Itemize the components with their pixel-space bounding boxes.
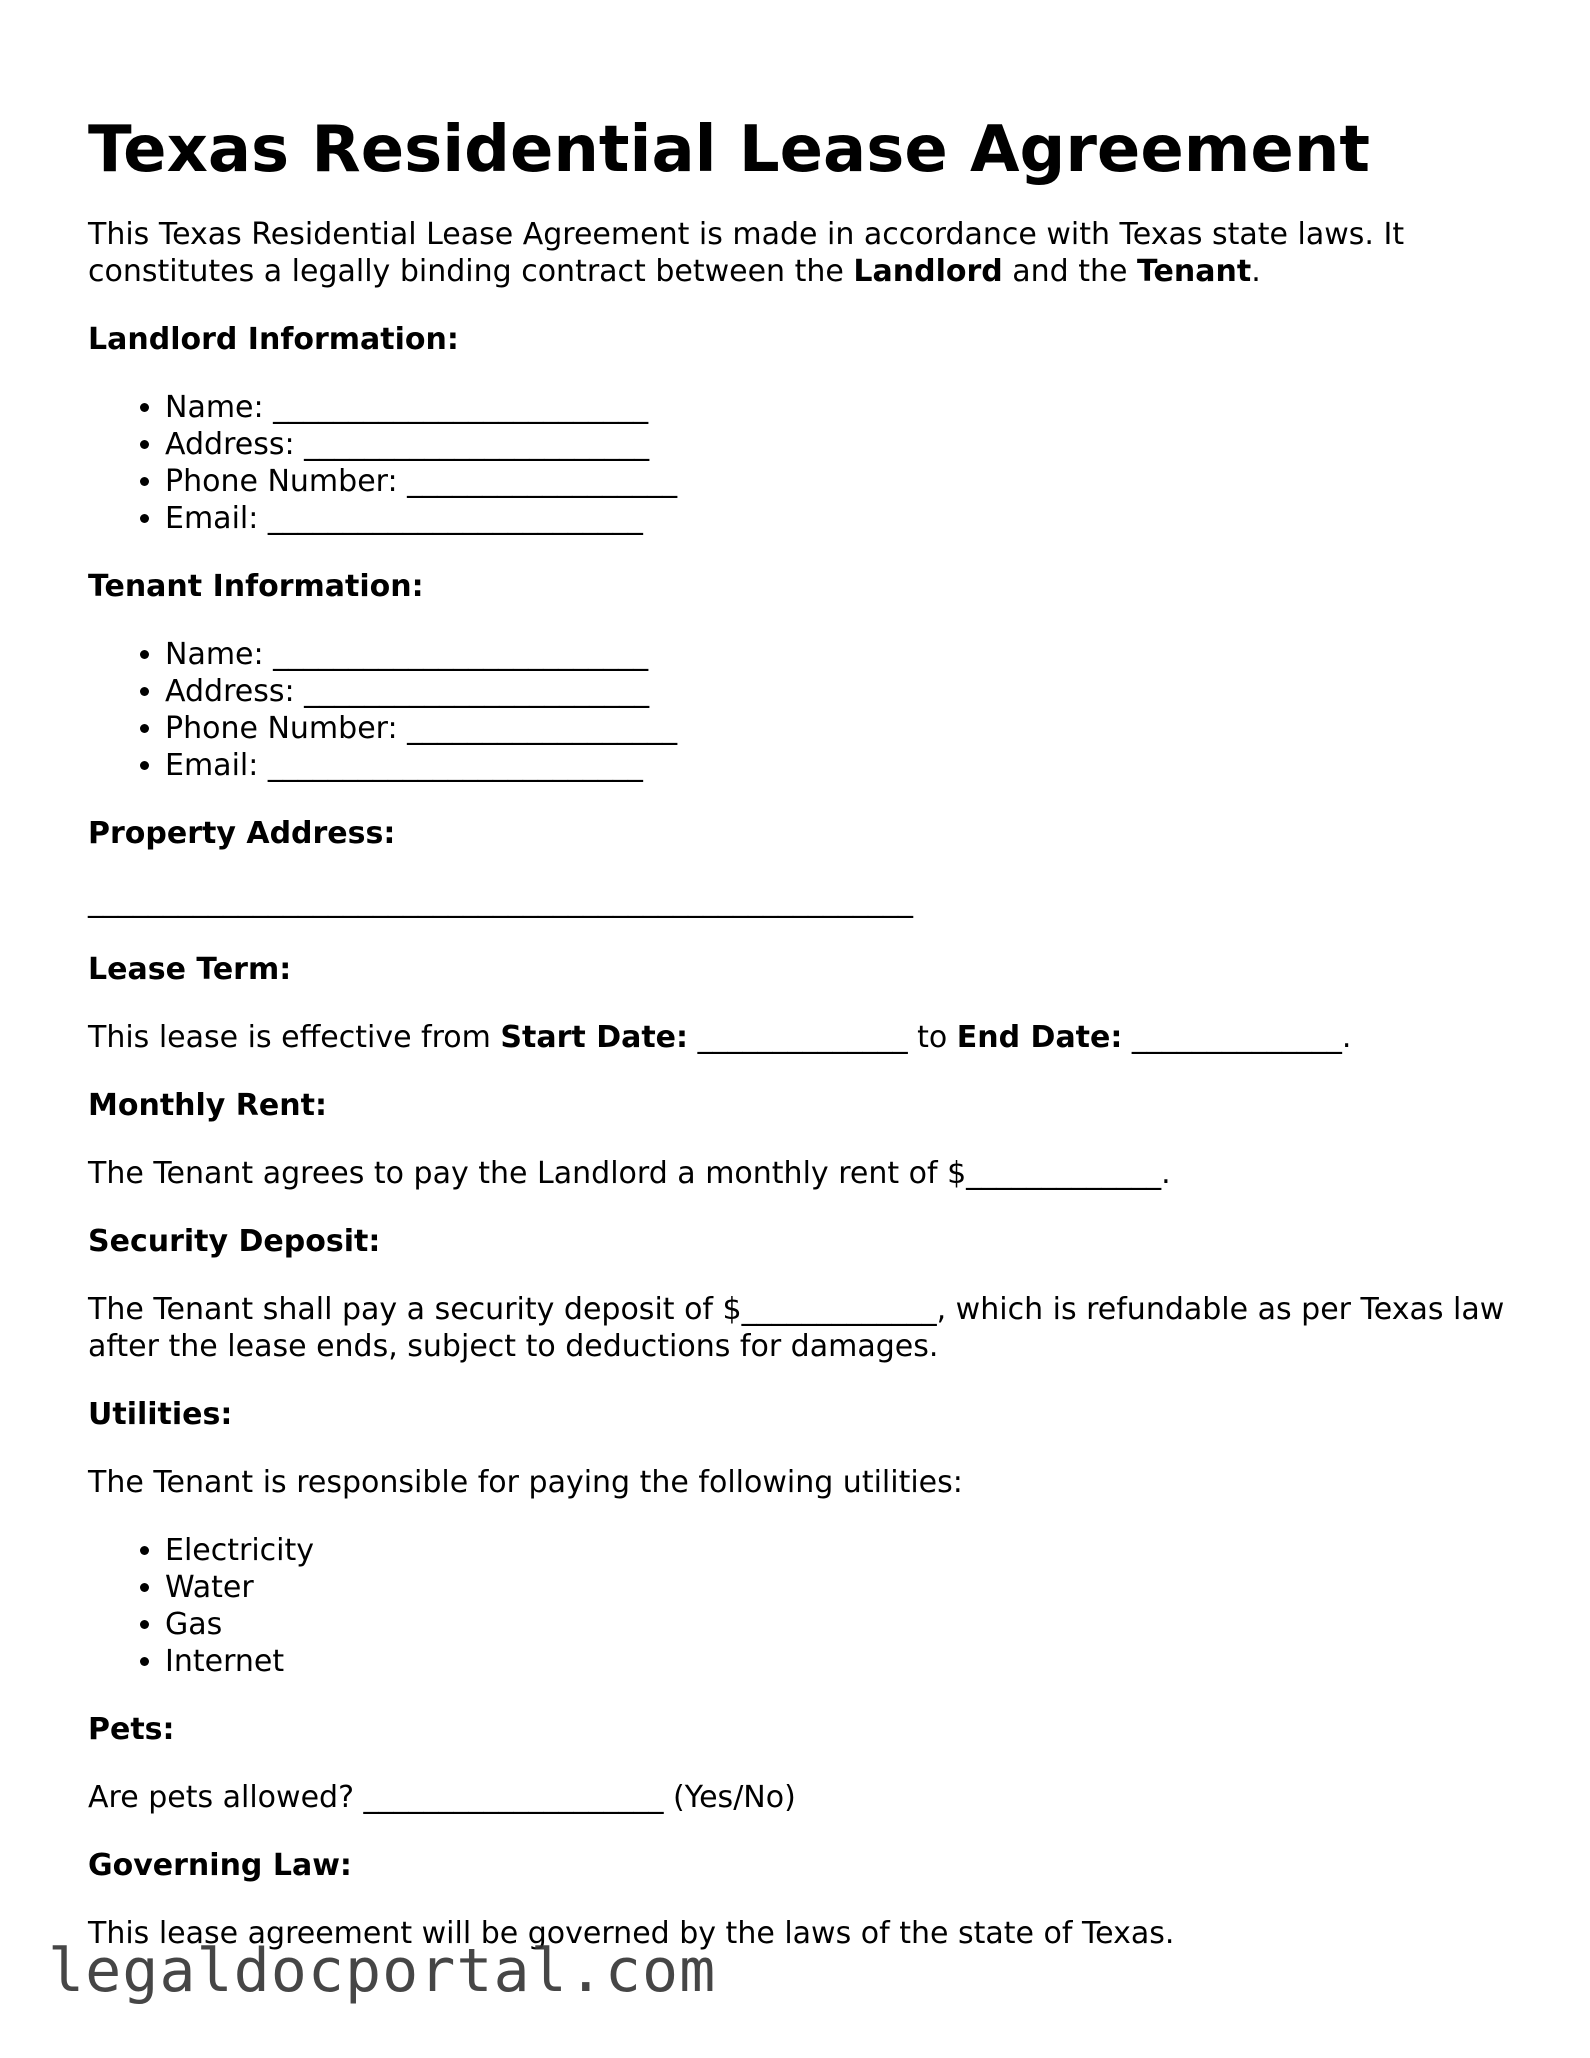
lease-term-heading: Lease Term: <box>88 952 292 987</box>
intro-text-middle: and the <box>1002 254 1138 289</box>
utilities-paragraph: The Tenant is responsible for paying the following utilities: <box>88 1465 963 1500</box>
pets-heading: Pets: <box>88 1712 175 1747</box>
intro-text-after: . <box>1251 254 1261 289</box>
start-date-blank: ______________ to <box>688 1020 957 1055</box>
tenant-address-field: • Address: _______________________ <box>165 673 1528 710</box>
landlord-phone-field: • Phone Number: __________________ <box>165 463 1528 500</box>
governing-law-heading: Governing Law: <box>88 1848 352 1883</box>
pets-paragraph: Are pets allowed? ____________________ (Yes/No) <box>88 1780 796 1815</box>
document-page <box>88 110 1528 1983</box>
lease-term-paragraph <box>88 1019 1528 1056</box>
landlord-info-list <box>88 389 1528 537</box>
property-address-heading: Property Address: <box>88 816 396 851</box>
monthly-rent-paragraph: The Tenant agrees to pay the Landlord a monthly rent of $_____________. <box>88 1156 1171 1191</box>
monthly-rent-heading: Monthly Rent: <box>88 1088 327 1123</box>
utilities-heading: Utilities: <box>88 1397 233 1432</box>
landlord-email-field: • Email: _________________________ <box>165 500 1528 537</box>
security-deposit-paragraph: The Tenant shall pay a security deposit of $_____________, which is refundable as per Texas law after the lease ends, subject to deductions for damages. <box>88 1292 1505 1364</box>
utility-item: • Water <box>165 1569 1528 1606</box>
intro-landlord: Landlord <box>853 254 1003 289</box>
tenant-phone-field: • Phone Number: __________________ <box>165 710 1528 747</box>
intro-tenant: Tenant <box>1137 254 1252 289</box>
intro-paragraph <box>88 216 1528 290</box>
tenant-name-field: • Name: _________________________ <box>165 636 1528 673</box>
utility-item: • Internet <box>165 1643 1528 1680</box>
landlord-address-field: • Address: _______________________ <box>165 426 1528 463</box>
utility-item: • Gas <box>165 1606 1528 1643</box>
document-title: Texas Residential Lease Agreement <box>88 113 1370 187</box>
watermark: legaldocportal.com <box>48 1936 717 2006</box>
tenant-info-heading: Tenant Information: <box>88 569 424 604</box>
utilities-list <box>88 1532 1528 1680</box>
end-date-blank: ______________. <box>1122 1020 1352 1055</box>
end-date-label: End Date: <box>956 1020 1123 1055</box>
utility-item: • Electricity <box>165 1532 1528 1569</box>
start-date-label: Start Date: <box>500 1020 689 1055</box>
tenant-info-list <box>88 636 1528 784</box>
intro-text-before: This Texas Residential Lease Agreement is made in accordance with Texas state laws. It constitutes a legally binding contract between the <box>88 217 1405 289</box>
governing-law-paragraph: This lease agreement will be governed by the laws of the state of Texas. <box>88 1916 1175 1951</box>
landlord-info-heading: Landlord Information: <box>88 322 459 357</box>
tenant-email-field: • Email: _________________________ <box>165 747 1528 784</box>
property-address-blank: _______________________________________________________ <box>88 884 913 919</box>
landlord-name-field: • Name: _________________________ <box>165 389 1528 426</box>
security-deposit-heading: Security Deposit: <box>88 1224 381 1259</box>
lease-term-text: This lease is effective from <box>88 1020 501 1055</box>
